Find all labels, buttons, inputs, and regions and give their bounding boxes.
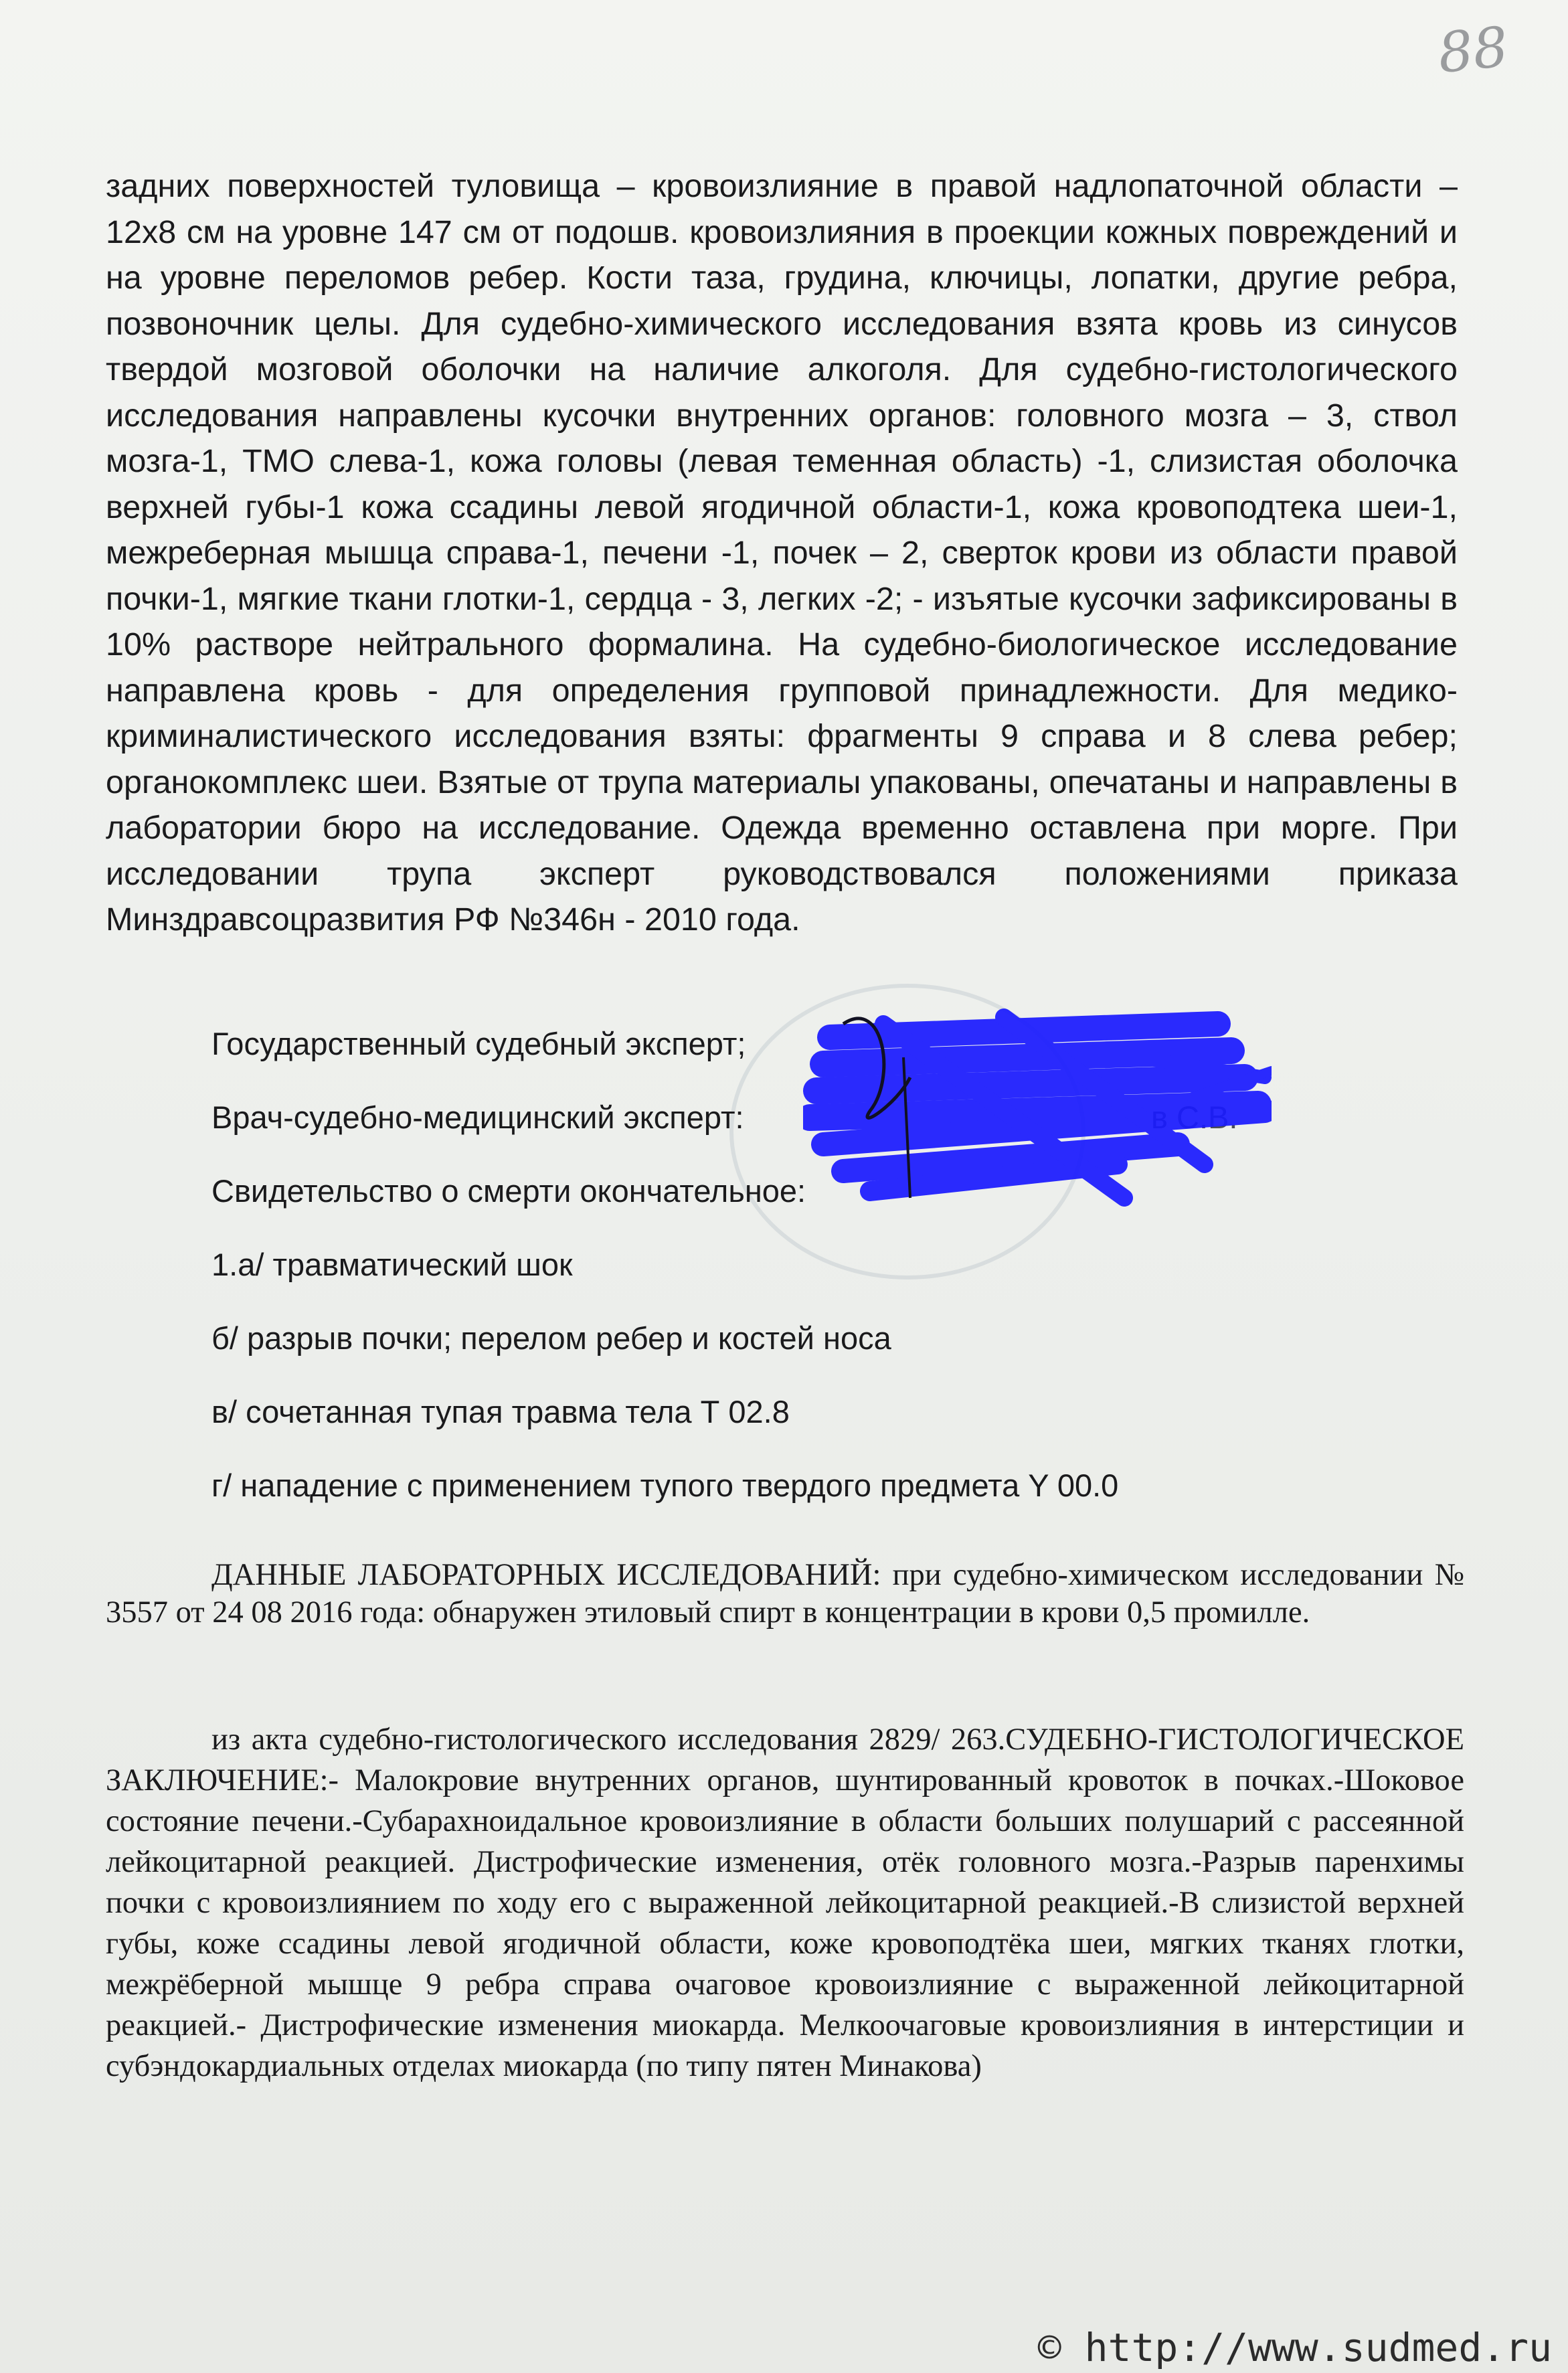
cause-line-b: б/ разрыв почки; перелом ребер и костей носа: [211, 1320, 891, 1356]
cause-line-g: г/ нападение с применением тупого твердого предмета Y 00.0: [211, 1468, 1119, 1503]
cause-line-a: 1.а/ травматический шок: [211, 1247, 573, 1282]
site-watermark: © http://www.sudmed.ru: [1037, 2325, 1552, 2370]
autopsy-paragraph: задних поверхностей туловища – кровоизлияние в правой надлопаточной области – 12х8 см на уровне 147 см от подошв. кровоизлияния в проекции кожных повреждений и на уровне переломов ребер. Кости таза, грудина, ключицы, лопатки, другие ребра, позвоночник целы. Для судебно-химического исследования взята кровь из синусов твердой мозговой оболочки на наличие алкоголя. Для судебно-гистологического исследования направлены кусочки внутренних органов: головного мозга – 3, ствол мозга-1, ТМО слева-1, кожа головы (левая теменная область) -1, слизистая оболочка верхней губы-1 кожа ссадины левой ягодичной области-1, кожа кровоподтека шеи-1, межреберная мышца справа-1, печени -1, почек – 2, сверток крови из области правой почки-1, мягкие ткани глотки-1, сердца - 3, легких -2; - изъятые кусочки зафиксированы в 10% растворе нейтрального формалина. На судебно-биологическое исследование направлена кровь - для определения групповой принадлежности. Для медико-криминалистического исследования взяты: фрагменты 9 справа и 8 слева ребер; органокомплекс шеи. Взятые от трупа материалы упакованы, опечатаны и направлены в лаборатории бюро на исследование. Одежда временно оставлена при морге. При исследовании трупа эксперт руководствовался положениями приказа Минздравсоцразвития РФ №346н - 2010 года.: [106, 168, 1458, 938]
lab-data-paragraph: ДАННЫЕ ЛАБОРАТОРНЫХ ИССЛЕДОВАНИЙ: при судебно-химическом исследовании № 3557 от 24 08 2016 года: обнаружен этиловый спирт в концентрации в крови 0,5 промилле.: [106, 1558, 1464, 1630]
histology-paragraph: из акта судебно-гистологического исследования 2829/ 263.СУДЕБНО-ГИСТОЛОГИЧЕСКОЕ ЗАКЛЮЧЕНИЕ:- Малокровие внутренних органов, шунтированный кровоток в почках.-Шоковое состояние печени.-Субарахноидальное кровоизлияние в области больших полушарий с рассеянной лейкоцитарной реакцией. Дистрофические изменения, отёк головного мозга.-Разрыв паренхимы почки с кровоизлиянием по ходу его с выраженной лейкоцитарной реакцией.-В слизистой верхней губы, коже ссадины левой ягодичной области, коже кровоподтёка шеи, мягких тканях глотки, межрёберной мышце 9 ребра справа очаговое кровоизлияние с выраженной лейкоцитарной реакцией.- Дистрофические изменения миокарда. Мелкоочаговые кровоизлияния в интерстиции и субэндокардиальных отделах миокарда (по типу пятен Минакова): [106, 1723, 1464, 2083]
histology-block: [106, 1719, 1464, 2087]
autopsy-text-block: [106, 163, 1458, 943]
doctor-signature-label: Врач-судебно-медицинский эксперт:: [211, 1100, 744, 1135]
page-number: 88: [1434, 15, 1511, 86]
redaction-scribble: [803, 997, 1272, 1218]
expert-signature-label: Государственный судебный эксперт;: [211, 1026, 746, 1061]
cause-line-v: в/ сочетанная тупая травма тела Т 02.8: [211, 1394, 790, 1429]
death-certificate-heading: Свидетельство о смерти окончательное:: [211, 1173, 806, 1209]
lab-data-block: [106, 1557, 1464, 1632]
doctor-name-fragment: в С.В.: [1151, 1100, 1238, 1135]
